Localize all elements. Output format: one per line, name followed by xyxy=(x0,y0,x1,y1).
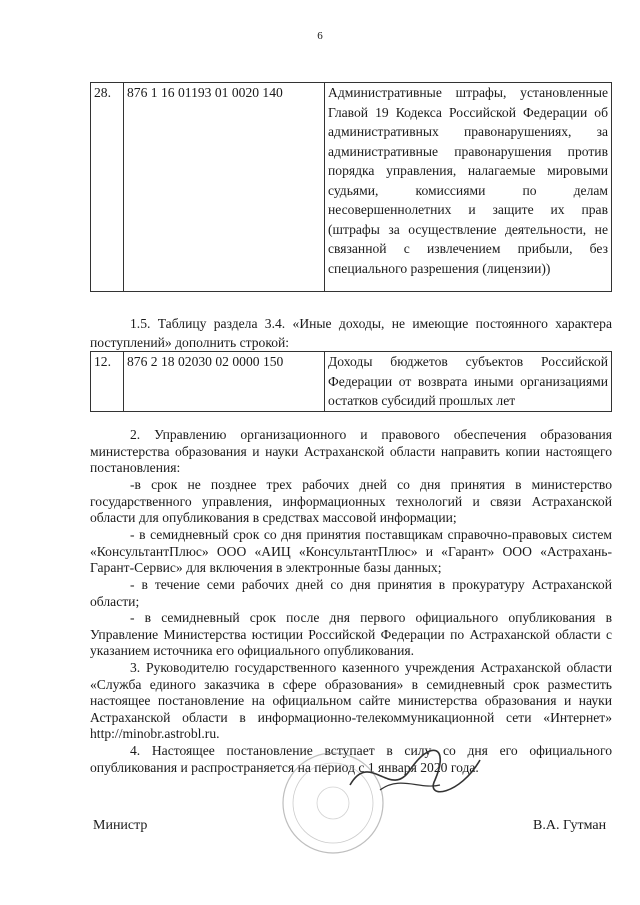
signatory-position: Министр xyxy=(93,818,148,833)
row-number: 28. xyxy=(91,83,124,292)
table-row xyxy=(91,352,612,412)
paragraph-3: 3. Руководителю государственного казенного учреждения Астраханской области «Служба единого заказчика в сфере образования» в семидневный срок разместить настоящее постановление на официальном сайте министерства образования и науки Астраханской области в информационно-телекоммуникационной сети «Интернет» http://minobr.astrobl.ru. xyxy=(90,660,612,742)
income-description: Административные штрафы, установленные Главой 19 Кодекса Российской Федерации об административных правонарушениях, за административные правонарушения против порядка управления, налагаемые мировыми судьями, комиссиями по делам несовершеннолетних и защите их прав (штрафы за осуществление деятельности, не связанной с извлечением прибыли, без специального разрешения (лицензии)) xyxy=(325,83,612,292)
section-1-5-intro: 1.5. Таблицу раздела 3.4. «Иные доходы, не имеющие постоянного характера поступлений» дополнить строкой: xyxy=(90,316,612,350)
paragraph-2-item-1: -в срок не позднее трех рабочих дней со дня принятия в министерство государственного управления, информационных технологий и связи Астраханской области для опубликования в средствах массовой информации; xyxy=(90,477,612,526)
paragraph-2-item-2: - в семидневный срок со дня принятия поставщикам справочно-правовых систем «КонсультантПлюс» ООО «АИЦ «КонсультантПлюс» и «Гарант» ООО «Астрахань-Гарант-Сервис» для включения в электронные базы данных; xyxy=(90,527,612,576)
budget-code: 876 1 16 01193 01 0020 140 xyxy=(124,83,325,292)
handwritten-signature xyxy=(340,740,490,810)
paragraph-2-item-3: - в течение семи рабочих дней со дня принятия в прокуратуру Астраханской области; xyxy=(90,577,612,609)
paragraph-2-item-4: - в семидневный срок после дня первого официального опубликования в Управление Министерства юстиции Российской Федерации по Астраханской области с указанием источника его официального опубликования. xyxy=(90,610,612,659)
page-number: 6 xyxy=(317,30,323,42)
table-row xyxy=(91,83,612,292)
signatory-name: В.А. Гутман xyxy=(533,818,607,833)
income-table-row-28 xyxy=(90,82,612,292)
paragraph-4: 4. Настоящее постановление вступает в силу со дня его официального опубликования и распространяется на период с 1 января 2020 года. xyxy=(90,743,612,775)
income-table-row-12 xyxy=(90,351,612,412)
paragraph-2: 2. Управлению организационного и правового обеспечения образования министерства образования и науки Астраханской области направить копии настоящего постановления: xyxy=(90,427,612,476)
budget-code: 876 2 18 02030 02 0000 150 xyxy=(124,352,325,412)
row-number: 12. xyxy=(91,352,124,412)
income-description: Доходы бюджетов субъектов Российской Федерации от возврата иными организациями остатков субсидий прошлых лет xyxy=(325,352,612,412)
